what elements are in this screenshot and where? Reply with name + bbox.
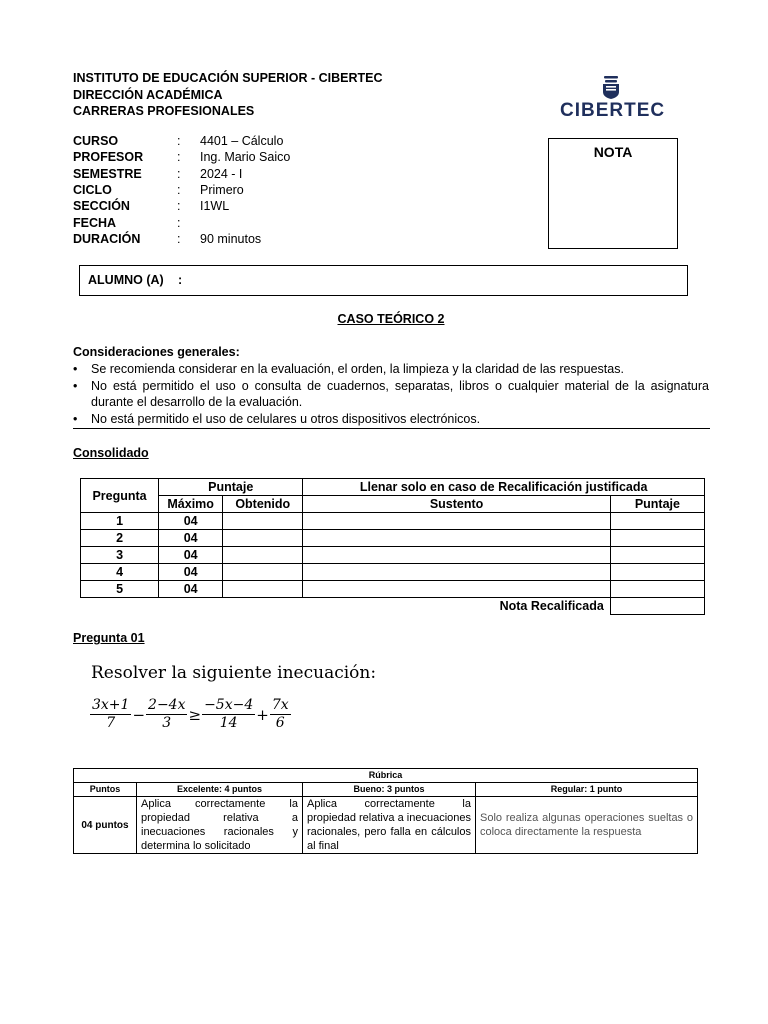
rubric-header-puntos: Puntos bbox=[74, 783, 137, 797]
nota-label: NOTA bbox=[593, 144, 633, 160]
consideration-text: No está permitido el uso de celulares u otros dispositivos electrónicos. bbox=[91, 411, 481, 426]
row-puntaje[interactable] bbox=[610, 581, 704, 598]
rubric-excelente: Aplica correctamente la propiedad relativa a inecuaciones racionales y determina lo solicitado bbox=[137, 797, 303, 854]
rubric-regular: Solo realiza algunas operaciones sueltas o coloca directamente la respuesta bbox=[476, 797, 698, 854]
row-sustento[interactable] bbox=[303, 581, 610, 598]
info-row-duracion bbox=[73, 232, 373, 248]
rubric-header-regular: Regular: 1 punto bbox=[476, 783, 698, 797]
consolidado-heading: Consolidado bbox=[73, 446, 149, 460]
consolidado-table bbox=[80, 478, 705, 615]
row-puntaje[interactable] bbox=[610, 513, 704, 530]
row-puntaje[interactable] bbox=[610, 564, 704, 581]
row-pregunta: 1 bbox=[81, 513, 159, 530]
student-colon: : bbox=[178, 273, 183, 287]
table-row bbox=[81, 530, 705, 547]
info-value: 90 minutos bbox=[200, 231, 262, 246]
row-pregunta: 5 bbox=[81, 581, 159, 598]
row-maximo: 04 bbox=[159, 513, 223, 530]
row-maximo: 04 bbox=[159, 547, 223, 564]
row-puntaje[interactable] bbox=[610, 547, 704, 564]
row-pregunta: 4 bbox=[81, 564, 159, 581]
denominator: 14 bbox=[219, 715, 238, 731]
list-item bbox=[73, 361, 709, 378]
list-item bbox=[73, 411, 709, 428]
info-key: SEMESTRE bbox=[73, 166, 142, 181]
info-colon: : bbox=[177, 182, 181, 197]
question-heading: Pregunta 01 bbox=[73, 631, 145, 645]
question-statement: Resolver la siguiente inecuación: bbox=[91, 663, 377, 683]
fraction bbox=[146, 697, 187, 732]
info-row-seccion bbox=[73, 199, 373, 215]
consideration-text: Se recomienda considerar en la evaluación, el orden, la limpieza y la claridad de las respuestas. bbox=[91, 361, 624, 376]
table-row bbox=[81, 547, 705, 564]
info-row-fecha bbox=[73, 216, 373, 232]
info-key: PROFESOR bbox=[73, 150, 144, 165]
info-colon: : bbox=[177, 231, 181, 246]
info-row-profesor bbox=[73, 150, 373, 166]
careers-label: CARRERAS PROFESIONALES bbox=[73, 104, 255, 118]
considerations bbox=[73, 344, 709, 428]
rubric-title: Rúbrica bbox=[74, 769, 698, 783]
info-value: 4401 – Cálculo bbox=[200, 134, 284, 148]
denominator: 7 bbox=[106, 715, 116, 731]
consideration-text: No está permitido el uso o consulta de cuadernos, separatas, libros o cualquier material de la asignatura durante el desarrollo de la evaluación. bbox=[91, 378, 709, 409]
header-recalificacion: Llenar solo en caso de Recalificación justificada bbox=[303, 479, 705, 496]
info-colon: : bbox=[177, 134, 181, 148]
rubric-row-puntos: 04 puntos bbox=[74, 797, 137, 854]
header-puntaje-recal: Puntaje bbox=[610, 496, 704, 513]
info-value: Ing. Mario Saico bbox=[200, 150, 291, 165]
operator: ≥ bbox=[188, 705, 202, 724]
student-label: ALUMNO (A) bbox=[88, 273, 164, 287]
header-puntaje: Puntaje bbox=[159, 479, 303, 496]
info-row-semestre bbox=[73, 167, 373, 183]
row-sustento[interactable] bbox=[303, 530, 610, 547]
info-row-ciclo bbox=[73, 183, 373, 199]
institution-header bbox=[73, 70, 383, 120]
info-key: SECCIÓN bbox=[73, 199, 130, 214]
table-row bbox=[81, 513, 705, 530]
info-value: 2024 - I bbox=[200, 166, 243, 181]
academic-direction: DIRECCIÓN ACADÉMICA bbox=[73, 87, 223, 102]
row-maximo: 04 bbox=[159, 530, 223, 547]
row-obtenido[interactable] bbox=[223, 564, 303, 581]
row-obtenido[interactable] bbox=[223, 530, 303, 547]
info-key: DURACIÓN bbox=[73, 231, 141, 246]
numerator: −5x−4 bbox=[204, 697, 254, 713]
inequality bbox=[90, 697, 291, 737]
rubric-bueno: Aplica correctamente la propiedad relativa a inecuaciones racionales, pero falla en cálculos al final bbox=[303, 797, 476, 854]
info-value: Primero bbox=[200, 182, 244, 197]
exam-info bbox=[73, 134, 373, 252]
numerator: 3x+1 bbox=[92, 697, 130, 713]
institution-name: INSTITUTO DE EDUCACIÓN SUPERIOR - CIBERTEC bbox=[73, 71, 383, 85]
info-key: CICLO bbox=[73, 182, 112, 197]
table-row bbox=[81, 581, 705, 598]
cibertec-logo bbox=[560, 74, 666, 122]
header-obtenido: Obtenido bbox=[223, 496, 303, 513]
row-sustento[interactable] bbox=[303, 547, 610, 564]
numerator: 7x bbox=[271, 697, 289, 713]
nota-recalificada-label: Nota Recalificada bbox=[499, 599, 604, 614]
table-row bbox=[74, 797, 698, 854]
row-sustento[interactable] bbox=[303, 513, 610, 530]
row-puntaje[interactable] bbox=[610, 530, 704, 547]
row-maximo: 04 bbox=[159, 564, 223, 581]
bullet-icon: • bbox=[73, 361, 78, 376]
header-pregunta: Pregunta bbox=[81, 479, 159, 513]
info-key: CURSO bbox=[73, 134, 119, 148]
header-sustento: Sustento bbox=[303, 496, 610, 513]
info-colon: : bbox=[177, 166, 181, 181]
header-maximo: Máximo bbox=[159, 496, 223, 513]
operator: + bbox=[256, 705, 269, 724]
row-pregunta: 2 bbox=[81, 530, 159, 547]
denominator: 6 bbox=[275, 715, 285, 731]
fraction bbox=[202, 697, 255, 732]
info-key: FECHA bbox=[73, 215, 117, 230]
row-sustento[interactable] bbox=[303, 564, 610, 581]
table-row bbox=[81, 564, 705, 581]
row-obtenido[interactable] bbox=[223, 547, 303, 564]
row-pregunta: 3 bbox=[81, 547, 159, 564]
info-value: I1WL bbox=[200, 199, 230, 214]
fraction bbox=[270, 697, 291, 732]
numerator: 2−4x bbox=[148, 697, 186, 713]
row-maximo: 04 bbox=[159, 581, 223, 598]
nota-recalificada-value[interactable] bbox=[610, 598, 704, 615]
considerations-heading: Consideraciones generales: bbox=[73, 345, 240, 359]
row-obtenido[interactable] bbox=[223, 513, 303, 530]
info-colon: : bbox=[177, 215, 181, 230]
fraction bbox=[90, 697, 131, 732]
student-name-field[interactable] bbox=[79, 265, 688, 296]
denominator: 3 bbox=[162, 715, 172, 731]
rubric-table bbox=[73, 768, 698, 854]
rubric-header-excelente: Excelente: 4 puntos bbox=[137, 783, 303, 797]
operator: − bbox=[132, 705, 146, 724]
exam-title: CASO TEÓRICO 2 bbox=[337, 312, 445, 326]
info-colon: : bbox=[177, 150, 181, 165]
logo-text: CIBERTEC bbox=[560, 100, 666, 121]
info-colon: : bbox=[177, 199, 181, 214]
list-item bbox=[73, 378, 709, 411]
row-obtenido[interactable] bbox=[223, 581, 303, 598]
rubric-header-bueno: Bueno: 3 puntos bbox=[303, 783, 476, 797]
bullet-icon: • bbox=[73, 378, 78, 393]
bullet-icon: • bbox=[73, 411, 78, 426]
info-row-curso bbox=[73, 134, 373, 150]
divider bbox=[73, 428, 710, 429]
nota-box[interactable] bbox=[548, 138, 678, 249]
